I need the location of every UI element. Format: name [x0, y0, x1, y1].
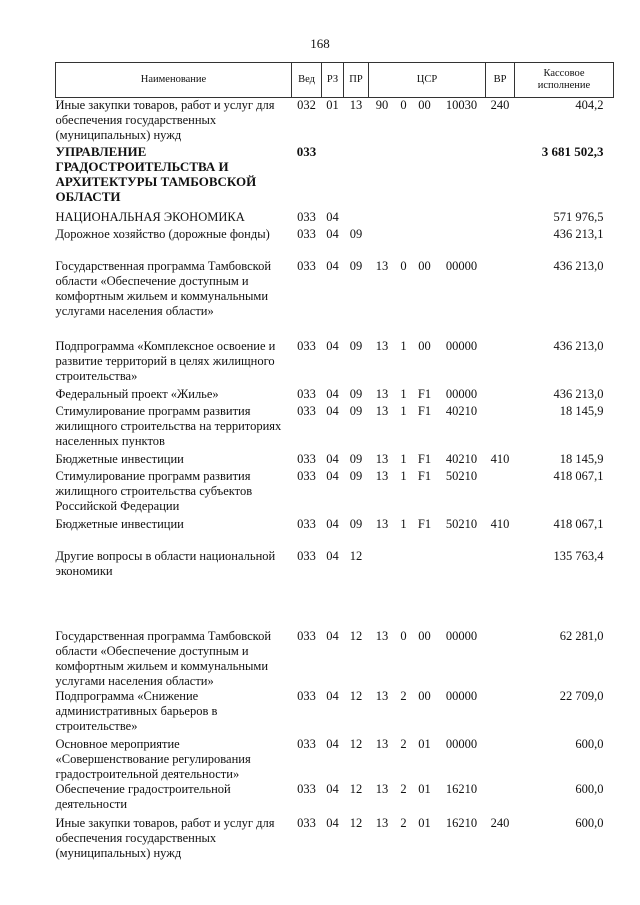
cell-csr-event: 01 — [418, 815, 431, 830]
cell-vr — [486, 782, 515, 816]
cell-rz: 04 — [326, 386, 339, 401]
cell-rz: 04 — [326, 516, 339, 531]
cell-rz: 04 — [326, 403, 339, 418]
cell-ved: 033 — [297, 781, 316, 796]
cell-csr-event: F1 — [417, 451, 432, 466]
table-row — [56, 452, 614, 469]
cell-pr: 12 — [349, 815, 363, 830]
cell-ved: 033 — [297, 548, 316, 563]
cell-pr: 09 — [349, 468, 363, 483]
cell-csr-event: F1 — [417, 403, 432, 418]
cell-csr-program: 90 — [375, 98, 389, 112]
table-row — [56, 782, 614, 816]
table-row — [56, 549, 614, 629]
cell-csr-direction: 00000 — [445, 628, 478, 643]
cell-csr-program: 13 — [375, 403, 389, 418]
cell-amount: 436 213,1 — [553, 226, 604, 241]
cell-csr-direction: 00000 — [445, 386, 478, 401]
cell-csr-program: 13 — [375, 688, 389, 703]
cell-csr-program — [369, 144, 396, 210]
cell-ved: 033 — [297, 451, 316, 466]
cell-vr: 410 — [490, 451, 510, 466]
cell-csr-event: F1 — [417, 468, 432, 483]
cell-name: Обеспечение градостроительной деятельности — [55, 781, 231, 811]
cell-name: Федеральный проект «Жилье» — [55, 386, 219, 401]
cell-name: Бюджетные инвестиции — [55, 516, 184, 531]
cell-amount: 3 681 502,3 — [541, 143, 604, 159]
cell-amount: 571 976,5 — [553, 209, 604, 224]
cell-csr-event — [412, 144, 438, 210]
cell-name: Стимулирование программ развития жилищного строительства субъектов Российской Федерации — [55, 468, 253, 513]
cell-name: Дорожное хозяйство (дорожные фонды) — [55, 226, 270, 241]
header-rz: РЗ — [322, 63, 344, 98]
cell-rz: 01 — [326, 98, 339, 112]
cell-csr-direction: 00000 — [445, 258, 478, 273]
cell-rz: 04 — [326, 781, 339, 796]
cell-csr-event — [412, 227, 438, 259]
cell-rz: 04 — [326, 468, 339, 483]
cell-pr: 12 — [349, 688, 363, 703]
cell-csr-program: 13 — [375, 451, 389, 466]
cell-csr-direction: 40210 — [445, 451, 478, 466]
cell-pr: 09 — [349, 338, 363, 353]
cell-vr: 240 — [490, 815, 510, 830]
cell-csr-subprogram: 1 — [400, 516, 407, 531]
cell-csr-direction: 40210 — [445, 403, 478, 418]
cell-name: Подпрограмма «Снижение административных барьеров в строительстве» — [55, 688, 218, 733]
cell-vr — [486, 144, 515, 210]
cell-amount: 418 067,1 — [553, 516, 604, 531]
cell-amount: 18 145,9 — [559, 451, 604, 466]
cell-vr — [486, 339, 515, 387]
cell-csr-event: F1 — [417, 386, 432, 401]
cell-ved: 033 — [297, 736, 316, 751]
cell-csr-subprogram: 1 — [400, 468, 407, 483]
cell-vr — [486, 737, 515, 782]
table-row — [56, 404, 614, 452]
cell-csr-program: 13 — [375, 258, 389, 273]
cell-csr-program: 13 — [375, 386, 389, 401]
cell-csr-direction: 50210 — [445, 516, 478, 531]
cell-ved: 033 — [297, 386, 316, 401]
cell-csr-subprogram: 0 — [400, 258, 407, 273]
header-name: Наименование — [56, 63, 292, 98]
cell-vr — [486, 259, 515, 339]
cell-amount: 436 213,0 — [553, 338, 604, 353]
cell-rz: 04 — [326, 209, 339, 224]
cell-csr-direction: 00000 — [445, 688, 478, 703]
cell-csr-event — [412, 210, 438, 227]
cell-pr: 12 — [349, 736, 363, 751]
cell-csr-event: 01 — [418, 736, 431, 751]
cell-csr-subprogram: 2 — [400, 781, 407, 796]
table-row — [56, 227, 614, 259]
cell-amount: 436 213,0 — [553, 386, 604, 401]
cell-ved: 033 — [297, 258, 316, 273]
cell-csr-program: 13 — [375, 736, 389, 751]
cell-amount: 22 709,0 — [559, 688, 604, 703]
table-row — [56, 210, 614, 227]
cell-pr: 09 — [349, 516, 363, 531]
cell-amount: 436 213,0 — [553, 258, 604, 273]
cell-pr: 13 — [349, 98, 363, 112]
cell-vr — [486, 227, 515, 259]
cell-name: Государственная программа Тамбовской области «Обеспечение доступным и комфортным жильем и коммунальными услугами населения области» — [55, 628, 272, 688]
cell-csr-program: 13 — [375, 781, 389, 796]
cell-amount: 62 281,0 — [559, 628, 604, 643]
cell-ved: 033 — [297, 226, 316, 241]
cell-ved: 033 — [297, 628, 316, 643]
cell-vr: 240 — [490, 98, 510, 112]
cell-rz: 04 — [326, 451, 339, 466]
cell-csr-direction — [438, 210, 486, 227]
cell-ved: 033 — [297, 403, 316, 418]
cell-vr — [486, 210, 515, 227]
cell-pr: 12 — [349, 628, 363, 643]
cell-csr-program — [369, 549, 396, 629]
table-row — [56, 689, 614, 737]
cell-csr-program: 13 — [375, 338, 389, 353]
table-row — [56, 469, 614, 517]
header-amount: Кассовое исполнение — [515, 63, 614, 98]
cell-pr: 12 — [349, 548, 363, 563]
cell-amount: 404,2 — [575, 98, 604, 112]
cell-name: Подпрограмма «Комплексное освоение и развитие территорий в целях жилищного строительства» — [55, 338, 276, 383]
cell-csr-subprogram — [396, 144, 412, 210]
table-row — [56, 339, 614, 387]
cell-vr — [486, 404, 515, 452]
cell-csr-direction: 10030 — [445, 98, 478, 112]
cell-ved: 033 — [297, 688, 316, 703]
cell-pr: 09 — [349, 258, 363, 273]
table-row — [56, 387, 614, 404]
cell-csr-program: 13 — [375, 628, 389, 643]
table-row — [56, 737, 614, 782]
cell-rz: 04 — [326, 736, 339, 751]
cell-amount: 600,0 — [575, 736, 604, 751]
cell-csr-event: 00 — [418, 258, 431, 273]
cell-csr-event — [412, 549, 438, 629]
cell-name: НАЦИОНАЛЬНАЯ ЭКОНОМИКА — [55, 209, 245, 224]
cell-csr-direction: 00000 — [445, 736, 478, 751]
table-row — [56, 517, 614, 549]
cell-rz: 04 — [326, 226, 339, 241]
cell-csr-program: 13 — [375, 815, 389, 830]
header-ved: Вед — [292, 63, 322, 98]
table-body — [56, 98, 614, 864]
cell-csr-subprogram: 2 — [400, 736, 407, 751]
cell-ved: 033 — [297, 815, 316, 830]
cell-ved: 033 — [296, 143, 317, 159]
cell-pr — [344, 144, 369, 210]
cell-csr-direction: 00000 — [445, 338, 478, 353]
cell-csr-subprogram: 0 — [400, 628, 407, 643]
cell-ved: 033 — [297, 468, 316, 483]
cell-csr-direction — [438, 549, 486, 629]
cell-name: Основное мероприятие «Совершенствование регулирования градостроительной деятельности» — [55, 736, 251, 781]
cell-name: Государственная программа Тамбовской области «Обеспечение доступным и комфортным жильем и коммунальными услугами населения области» — [55, 258, 272, 318]
cell-rz: 04 — [326, 628, 339, 643]
cell-pr: 09 — [349, 386, 363, 401]
table-header-row — [56, 63, 614, 98]
cell-amount: 135 763,4 — [553, 548, 604, 563]
cell-csr-subprogram — [396, 227, 412, 259]
cell-csr-subprogram: 2 — [400, 688, 407, 703]
cell-csr-program: 13 — [375, 468, 389, 483]
table-row — [56, 144, 614, 210]
cell-vr — [486, 387, 515, 404]
cell-vr — [486, 629, 515, 689]
cell-csr-event: 00 — [418, 688, 431, 703]
cell-rz — [322, 144, 344, 210]
cell-csr-subprogram: 1 — [400, 403, 407, 418]
cell-csr-program: 13 — [375, 516, 389, 531]
header-pr: ПР — [344, 63, 369, 98]
cell-vr — [486, 469, 515, 517]
cell-rz: 04 — [326, 338, 339, 353]
header-csr: ЦСР — [369, 63, 486, 98]
cell-name: Иные закупки товаров, работ и услуг для обеспечения государственных (муниципальных) нужд — [55, 98, 275, 142]
cell-name: Другие вопросы в области национальной экономики — [55, 548, 276, 578]
cell-csr-direction: 16210 — [445, 781, 478, 796]
cell-vr: 410 — [490, 516, 510, 531]
cell-name: УПРАВЛЕНИЕ ГРАДОСТРОИТЕЛЬСТВА И АРХИТЕКТУРЫ ТАМБОВСКОЙ ОБЛАСТИ — [55, 143, 257, 204]
header-vr: ВР — [486, 63, 515, 98]
cell-vr — [486, 549, 515, 629]
table-row — [56, 816, 614, 864]
cell-csr-subprogram: 1 — [400, 386, 407, 401]
cell-csr-subprogram: 0 — [400, 98, 407, 112]
cell-csr-event: 00 — [418, 338, 431, 353]
cell-rz: 04 — [326, 688, 339, 703]
cell-name: Бюджетные инвестиции — [55, 451, 184, 466]
cell-ved: 032 — [297, 98, 316, 112]
cell-amount: 418 067,1 — [553, 468, 604, 483]
cell-csr-subprogram — [396, 210, 412, 227]
cell-csr-subprogram: 2 — [400, 815, 407, 830]
cell-csr-event: 01 — [418, 781, 431, 796]
cell-ved: 033 — [297, 516, 316, 531]
cell-csr-direction: 50210 — [445, 468, 478, 483]
table-row — [56, 259, 614, 339]
cell-pr: 09 — [349, 403, 363, 418]
cell-rz: 04 — [326, 815, 339, 830]
cell-csr-program — [369, 210, 396, 227]
cell-amount: 600,0 — [575, 781, 604, 796]
cell-csr-direction — [438, 144, 486, 210]
cell-amount: 18 145,9 — [559, 403, 604, 418]
cell-csr-program — [369, 227, 396, 259]
cell-ved: 033 — [297, 209, 316, 224]
cell-pr: 09 — [349, 226, 363, 241]
cell-csr-event: 00 — [418, 98, 431, 112]
cell-pr: 12 — [349, 781, 363, 796]
cell-csr-subprogram: 1 — [400, 338, 407, 353]
cell-pr — [344, 210, 369, 227]
cell-vr — [486, 689, 515, 737]
cell-csr-event: F1 — [417, 516, 432, 531]
cell-rz: 04 — [326, 258, 339, 273]
page-number: 168 — [310, 36, 330, 51]
cell-ved: 033 — [297, 338, 316, 353]
cell-csr-subprogram — [396, 549, 412, 629]
cell-amount: 600,0 — [575, 815, 604, 830]
cell-csr-direction — [438, 227, 486, 259]
cell-csr-direction: 16210 — [445, 815, 478, 830]
budget-table — [55, 62, 614, 864]
cell-csr-subprogram: 1 — [400, 451, 407, 466]
cell-pr: 09 — [349, 451, 363, 466]
cell-csr-event: 00 — [418, 628, 431, 643]
cell-rz: 04 — [326, 548, 339, 563]
table-row — [56, 98, 614, 144]
cell-name: Иные закупки товаров, работ и услуг для обеспечения государственных (муниципальных) нужд — [55, 815, 275, 860]
table-row — [56, 629, 614, 689]
cell-name: Стимулирование программ развития жилищного строительства на территориях населенных пунктов — [55, 403, 282, 448]
